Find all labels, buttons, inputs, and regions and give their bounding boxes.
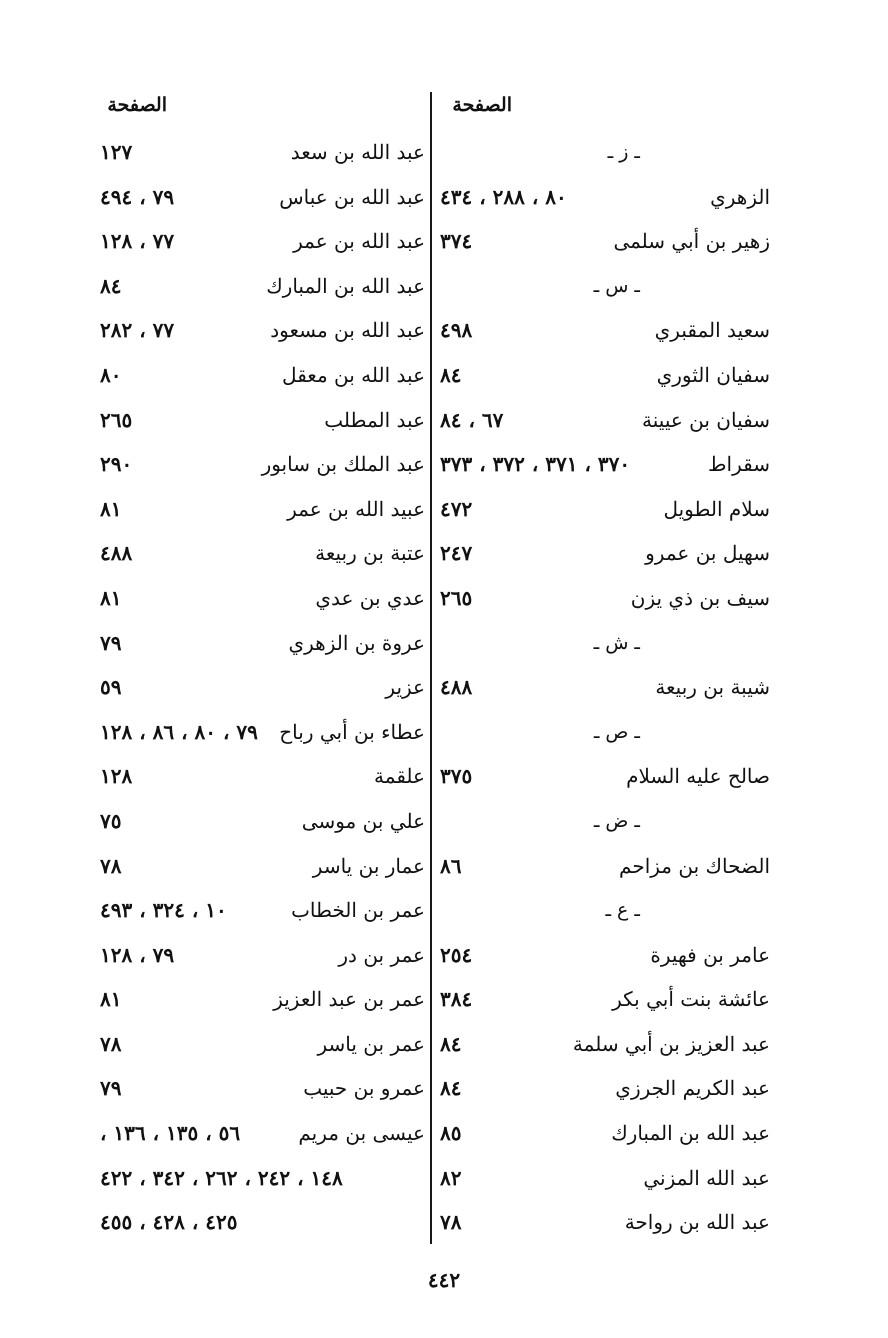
entry-pages: ٨١ bbox=[100, 496, 122, 521]
entry-pages: ٨٥ bbox=[440, 1121, 462, 1146]
entry-name: سلام الطويل bbox=[663, 496, 770, 521]
index-column-right bbox=[440, 80, 770, 1245]
index-entry bbox=[440, 308, 770, 353]
letter-heading bbox=[440, 264, 770, 309]
entry-name: عبد الملك بن سابور bbox=[261, 452, 425, 477]
letter-heading bbox=[440, 888, 770, 933]
entry-name: عبد الله بن سعد bbox=[290, 140, 425, 164]
entry-pages: ٧٨ bbox=[100, 1031, 122, 1056]
entry-pages: ٥٦ ، ١٣٥ ، ١٣٦ ، bbox=[100, 1121, 241, 1146]
index-entry bbox=[100, 1066, 425, 1111]
entry-pages: ١٢٨ bbox=[100, 764, 133, 789]
column-divider bbox=[430, 92, 432, 1244]
entry-name: صالح عليه السلام bbox=[626, 764, 770, 789]
entry-name: عائشة بنت أبي بكر bbox=[612, 987, 770, 1012]
index-entries-left bbox=[100, 130, 425, 1245]
entry-name: علي بن موسى bbox=[301, 808, 425, 833]
entry-pages: ٧٧ ، ٢٨٢ bbox=[100, 318, 175, 343]
index-entry bbox=[100, 665, 425, 710]
letter-heading-text: ـ ض ـ bbox=[593, 809, 640, 832]
index-entry bbox=[100, 1156, 425, 1201]
entry-pages: ١٢٧ bbox=[100, 140, 133, 164]
entry-name: عبد الكريم الجرزي bbox=[615, 1076, 770, 1101]
entry-name: عبد العزيز بن أبي سلمة bbox=[572, 1031, 770, 1056]
index-entry bbox=[100, 1022, 425, 1067]
index-column-left bbox=[100, 80, 425, 1245]
entry-pages: ٧٥ bbox=[100, 808, 122, 833]
entry-pages: ٧٨ bbox=[100, 853, 122, 878]
entry-name: عبد الله بن مسعود bbox=[270, 318, 425, 343]
index-entry bbox=[440, 487, 770, 532]
entry-name: سعيد المقبري bbox=[654, 318, 770, 343]
entry-name: عبد الله بن عمر bbox=[293, 229, 425, 254]
entry-pages: ٦٧ ، ٨٤ bbox=[440, 407, 504, 432]
entry-name: عامر بن فهيرة bbox=[650, 942, 770, 967]
entry-name: الزهري bbox=[710, 184, 770, 209]
entry-pages: ٤٢٥ ، ٤٢٨ ، ٤٥٥ bbox=[100, 1210, 238, 1235]
entry-name: علقمة bbox=[374, 764, 425, 789]
entry-name: عبد الله بن المبارك bbox=[266, 273, 425, 298]
entry-pages: ٨٤ bbox=[440, 362, 462, 387]
entry-pages: ١٤٨ ، ٢٤٢ ، ٢٦٢ ، ٣٤٢ ، ٤٢٢ bbox=[100, 1165, 343, 1190]
entry-name: سفيان بن عيينة bbox=[642, 407, 770, 432]
entry-name: عروة بن الزهري bbox=[288, 630, 425, 655]
entry-name: عمر بن در bbox=[338, 942, 425, 967]
index-entry bbox=[440, 398, 770, 443]
entry-pages: ٨٤ bbox=[100, 273, 122, 298]
index-entry bbox=[440, 933, 770, 978]
index-entry bbox=[100, 531, 425, 576]
index-entry bbox=[440, 1066, 770, 1111]
entry-name: عطاء بن أبي رباح bbox=[279, 719, 425, 744]
index-entry bbox=[440, 1111, 770, 1156]
index-entry bbox=[440, 1200, 770, 1245]
entry-name: عبد الله بن المبارك bbox=[611, 1121, 770, 1146]
index-entry bbox=[440, 442, 770, 487]
letter-heading bbox=[440, 799, 770, 844]
entry-name: عبد الله بن عباس bbox=[279, 184, 425, 209]
page-number: ٤٤٢ bbox=[427, 1268, 461, 1292]
entry-pages: ٣٨٤ bbox=[440, 987, 473, 1012]
entry-pages: ٣٧٤ bbox=[440, 229, 473, 254]
entry-pages: ٨٤ bbox=[440, 1076, 462, 1101]
index-entry bbox=[100, 799, 425, 844]
entry-name: عبد الله بن رواحة bbox=[624, 1210, 770, 1235]
index-entry bbox=[100, 398, 425, 443]
entry-name: الضحاك بن مزاحم bbox=[619, 853, 770, 878]
column-header-left bbox=[100, 80, 425, 130]
letter-heading-text: ـ ع ـ bbox=[605, 899, 640, 922]
entry-name: زهير بن أبي سلمى bbox=[613, 229, 770, 254]
index-entry bbox=[440, 531, 770, 576]
index-entry bbox=[440, 665, 770, 710]
entry-pages: ٤٨٨ bbox=[440, 675, 473, 700]
entry-name: عمرو بن حبيب bbox=[303, 1076, 425, 1101]
entry-name: عدي بن عدي bbox=[315, 585, 425, 610]
index-entry bbox=[440, 353, 770, 398]
entry-name: عبد المطلب bbox=[324, 407, 425, 432]
entry-name: عبيد الله بن عمر bbox=[287, 496, 425, 521]
index-entry bbox=[100, 621, 425, 666]
entry-pages: ٧٩ bbox=[100, 630, 122, 655]
entry-pages: ٧٩ ، ١٢٨ bbox=[100, 942, 175, 967]
letter-heading-text: ـ س ـ bbox=[593, 274, 640, 297]
index-entry bbox=[440, 175, 770, 220]
entry-pages: ٥٩ bbox=[100, 675, 122, 700]
entry-pages: ٢٦٥ bbox=[100, 407, 133, 432]
index-entry bbox=[100, 442, 425, 487]
entry-name: سهيل بن عمرو bbox=[645, 541, 770, 566]
index-entry bbox=[100, 353, 425, 398]
index-entry bbox=[100, 933, 425, 978]
entry-name: عيسى بن مريم bbox=[298, 1121, 425, 1146]
entry-name: عزير bbox=[385, 675, 425, 700]
entry-pages: ٢٩٠ bbox=[100, 452, 133, 477]
entry-name: عمر بن ياسر bbox=[317, 1031, 425, 1056]
entry-name: عبد الله المزني bbox=[643, 1165, 770, 1190]
letter-heading-text: ـ ش ـ bbox=[593, 631, 640, 654]
entry-pages: ٨٠ bbox=[100, 362, 122, 387]
index-entry bbox=[100, 576, 425, 621]
entry-name: شيبة بن ربيعة bbox=[655, 675, 770, 700]
entry-pages: ٢٥٤ bbox=[440, 942, 473, 967]
index-entry bbox=[100, 175, 425, 220]
entry-pages: ٧٨ bbox=[440, 1210, 462, 1235]
index-entry bbox=[100, 754, 425, 799]
index-entry bbox=[100, 264, 425, 309]
entry-pages: ٨٦ bbox=[440, 853, 462, 878]
entry-name: عتبة بن ربيعة bbox=[315, 541, 425, 566]
index-entry bbox=[100, 710, 425, 755]
entry-pages: ٨٤ bbox=[440, 1031, 462, 1056]
index-entry bbox=[100, 130, 425, 175]
entry-pages: ٨٢ bbox=[440, 1165, 462, 1190]
entry-name: سفيان الثوري bbox=[656, 362, 770, 387]
entry-pages: ٨١ bbox=[100, 585, 122, 610]
letter-heading bbox=[440, 621, 770, 666]
letter-heading bbox=[440, 130, 770, 175]
letter-heading-text: ـ ص ـ bbox=[593, 720, 640, 743]
entry-pages: ٨٠ ، ٢٨٨ ، ٤٣٤ bbox=[440, 184, 567, 209]
index-entry bbox=[100, 308, 425, 353]
index-entry bbox=[100, 219, 425, 264]
entry-name: عمر بن عبد العزيز bbox=[273, 987, 425, 1012]
entry-pages: ٤٧٢ bbox=[440, 496, 473, 521]
index-entry bbox=[440, 1022, 770, 1067]
index-entry bbox=[440, 576, 770, 621]
entry-pages: ٧٧ ، ١٢٨ bbox=[100, 229, 175, 254]
index-entry bbox=[440, 219, 770, 264]
index-entry bbox=[440, 1156, 770, 1201]
letter-heading bbox=[440, 710, 770, 755]
page-column-label: الصفحة bbox=[107, 94, 167, 116]
index-entries-right bbox=[440, 130, 770, 1245]
entry-pages: ١٠ ، ٣٢٤ ، ٤٩٣ bbox=[100, 898, 227, 923]
letter-heading-text: ـ ز ـ bbox=[607, 141, 640, 163]
entry-pages: ٧٩ ، ٨٠ ، ٨٦ ، ١٢٨ bbox=[100, 719, 258, 744]
entry-pages: ٧٩ ، ٤٩٤ bbox=[100, 184, 175, 209]
index-entry bbox=[100, 487, 425, 532]
index-entry bbox=[440, 754, 770, 799]
index-entry bbox=[100, 1200, 425, 1245]
column-header-right bbox=[440, 80, 770, 130]
index-entry bbox=[440, 844, 770, 889]
page-column-label: الصفحة bbox=[452, 94, 512, 116]
entry-pages: ٢٦٥ bbox=[440, 585, 473, 610]
index-entry bbox=[100, 888, 425, 933]
entry-name: عمر بن الخطاب bbox=[291, 898, 425, 923]
entry-name: عبد الله بن معقل bbox=[282, 362, 425, 387]
entry-pages: ٣٧٠ ، ٣٧١ ، ٣٧٢ ، ٣٧٣ bbox=[440, 452, 631, 477]
index-entry bbox=[100, 977, 425, 1022]
entry-name: عمار بن ياسر bbox=[312, 853, 425, 878]
entry-pages: ٨١ bbox=[100, 987, 122, 1012]
index-entry bbox=[100, 844, 425, 889]
entry-pages: ٢٤٧ bbox=[440, 541, 473, 566]
entry-name: سقراط bbox=[708, 452, 770, 477]
entry-pages: ٤٩٨ bbox=[440, 318, 473, 343]
entry-pages: ٣٧٥ bbox=[440, 764, 473, 789]
entry-pages: ٤٨٨ bbox=[100, 541, 133, 566]
index-entry bbox=[440, 977, 770, 1022]
entry-pages: ٧٩ bbox=[100, 1076, 122, 1101]
index-entry bbox=[100, 1111, 425, 1156]
entry-name: سيف بن ذي يزن bbox=[630, 585, 770, 610]
